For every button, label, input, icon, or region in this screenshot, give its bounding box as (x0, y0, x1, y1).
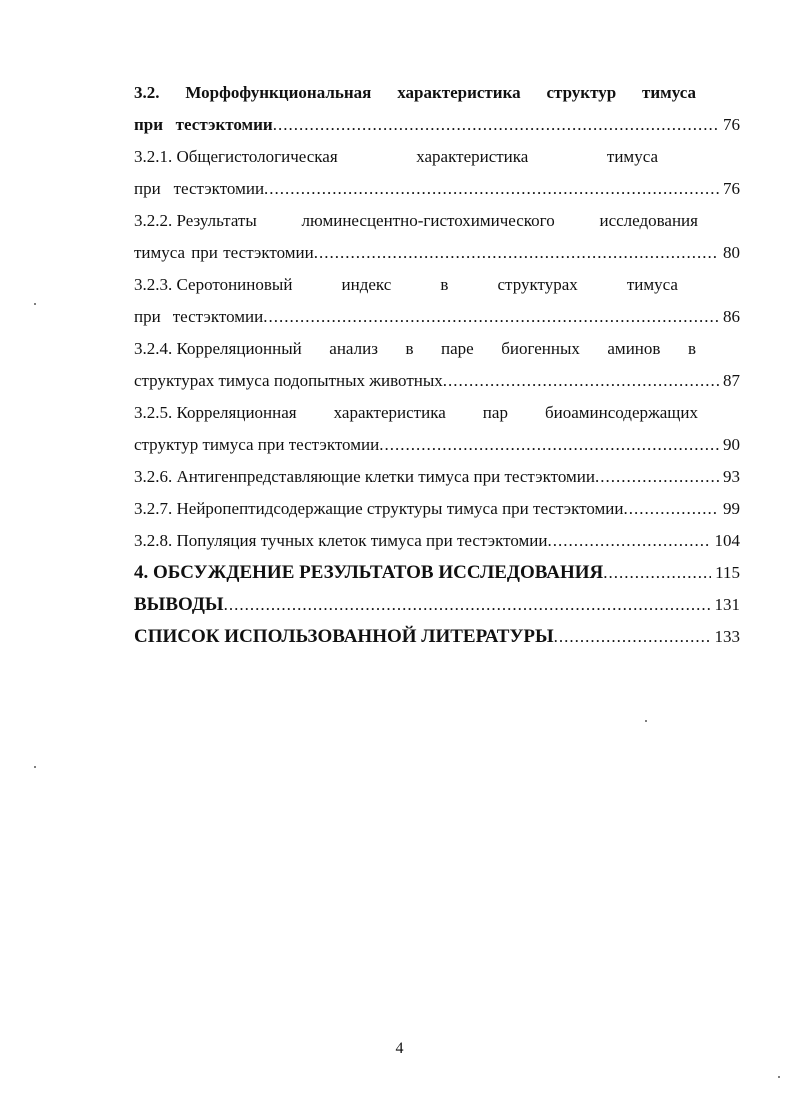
dot-leader (623, 497, 719, 521)
toc-page: 104 (714, 531, 740, 550)
toc-word: паре (440, 339, 474, 358)
toc-entry-references (134, 625, 740, 649)
toc-entry-3-2-6 (134, 465, 740, 489)
toc-page: 80 (722, 243, 740, 262)
toc-word: тимуса (134, 243, 186, 262)
toc-page: 86 (723, 307, 740, 326)
toc-word: при (191, 243, 218, 262)
scan-speck (34, 766, 36, 768)
toc-page: 115 (715, 563, 740, 582)
toc-entry-3-2-7 (134, 497, 740, 521)
toc-text: 4. ОБСУЖДЕНИЕ РЕЗУЛЬТАТОВ ИССЛЕДОВАНИЯ (134, 562, 604, 583)
toc-number: 3.2.1. (134, 147, 173, 166)
scan-speck (778, 1076, 780, 1078)
dot-leader (443, 369, 719, 393)
toc-number: 3.2.4. (134, 339, 173, 358)
toc-page: 76 (723, 179, 740, 198)
scan-speck (34, 303, 36, 305)
toc-entry-3-2-4 (134, 337, 740, 361)
toc-word: исследования (599, 211, 698, 230)
toc-entry-3-2-3-cont (134, 305, 740, 329)
toc-word: Общегистологическая (176, 147, 338, 166)
toc-word: Серотониновый (176, 275, 293, 294)
toc-entry-3-2-8 (134, 529, 740, 553)
toc-word: при (134, 307, 161, 326)
toc-entry-3-2-2 (134, 209, 740, 233)
toc-word: тестэктомии (173, 179, 265, 198)
toc-number: 3.2.8. (134, 531, 173, 550)
dot-leader (379, 433, 719, 457)
toc-word: Морфофункциональная (185, 83, 372, 102)
toc-text: Нейропептидсодержащие структуры тимуса при тестэктомии (176, 499, 624, 518)
toc-word: характеристика (397, 83, 521, 102)
dot-leader (264, 177, 719, 201)
toc-entry-3-2-cont (134, 113, 740, 137)
toc-word: тестэктомии (172, 307, 264, 326)
toc-text: структур тимуса при тестэктомии (134, 435, 380, 454)
toc-word: тимуса (626, 275, 678, 294)
toc-page: 131 (714, 595, 740, 614)
toc-text: структурах тимуса подопытных животных (134, 371, 443, 390)
toc-word: пар (482, 403, 508, 422)
toc-entry-3-2-3 (134, 273, 740, 297)
toc-entry-chapter-4 (134, 561, 740, 585)
toc-word: при (134, 179, 161, 198)
toc-page: 90 (723, 435, 740, 454)
scan-speck (645, 720, 647, 722)
toc-number: 3.2. (134, 83, 160, 102)
toc-entry-3-2-5-cont (134, 433, 740, 457)
toc-word: в (405, 339, 414, 358)
dot-leader (273, 113, 719, 137)
toc-page: 133 (714, 627, 740, 646)
toc-word: структур (546, 83, 617, 102)
toc-word: характеристика (416, 147, 529, 166)
toc-text: Антигенпредставляющие клетки тимуса при тестэктомии (176, 467, 595, 486)
toc-number: 3.2.6. (134, 467, 173, 486)
toc-number: 3.2.2. (134, 211, 173, 230)
toc-text: ВЫВОДЫ (134, 594, 224, 615)
toc-entry-3-2 (134, 81, 740, 105)
toc-word: Корреляционный (176, 339, 302, 358)
toc-word: тестэктомии (223, 243, 314, 262)
dot-leader (224, 593, 711, 617)
toc-text: Популяция тучных клеток тимуса при тестэктомии (176, 531, 548, 550)
toc-page: 99 (723, 499, 740, 518)
toc-word: биоаминсодержащих (545, 403, 698, 422)
toc-page: 93 (723, 467, 740, 486)
dot-leader (314, 241, 719, 265)
toc-word: тимуса (606, 147, 658, 166)
dot-leader (595, 465, 719, 489)
toc-entry-3-2-1-cont (134, 177, 740, 201)
toc-word: Корреляционная (176, 403, 297, 422)
dot-leader (547, 529, 710, 553)
toc-text: СПИСОК ИСПОЛЬЗОВАННОЙ ЛИТЕРАТУРЫ (134, 626, 554, 647)
toc-word: анализ (329, 339, 378, 358)
toc-page: 87 (723, 371, 740, 390)
toc-entry-3-2-2-cont (134, 241, 740, 265)
toc-word: характеристика (333, 403, 446, 422)
toc-number: 3.2.5. (134, 403, 173, 422)
toc-word: биогенных (501, 339, 580, 358)
toc-number: 3.2.7. (134, 499, 173, 518)
toc-word: Результаты (176, 211, 257, 230)
toc-word: тимуса (642, 83, 696, 102)
dot-leader (554, 625, 711, 649)
toc-word: аминов (607, 339, 661, 358)
toc-entry-conclusions (134, 593, 740, 617)
toc-word: в (687, 339, 696, 358)
dot-leader (263, 305, 719, 329)
toc-word: структурах (497, 275, 578, 294)
toc-entry-3-2-5 (134, 401, 740, 425)
toc-page: 76 (723, 115, 740, 134)
toc-word: тестэктомии (175, 115, 273, 134)
page-number: 4 (395, 1040, 404, 1057)
toc-word: при (134, 115, 164, 134)
toc-entry-3-2-4-cont (134, 369, 740, 393)
toc-word: люминесцентно-гистохимического (301, 211, 555, 230)
toc-word: в (440, 275, 449, 294)
dot-leader (603, 561, 711, 585)
toc-number: 3.2.3. (134, 275, 173, 294)
toc-word: индекс (341, 275, 392, 294)
toc-entry-3-2-1 (134, 145, 740, 169)
